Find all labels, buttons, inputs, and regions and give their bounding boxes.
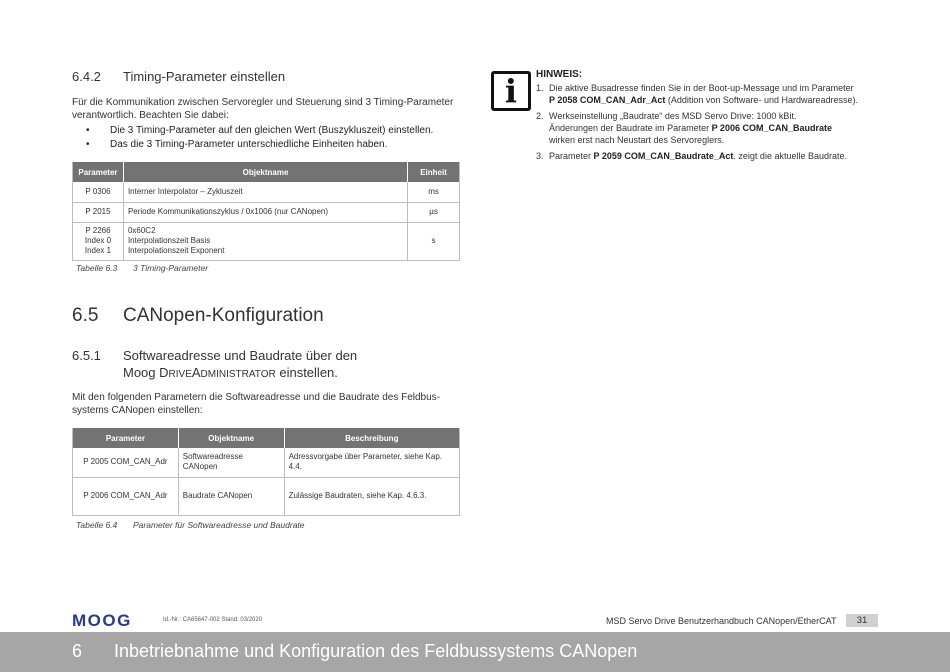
intro-paragraph-6-4-2: Für die Kommunikation zwischen Servoregler und Steuerung sind 3 Timing-Parameter verantwortlich. Beachten Sie dabei: — [72, 97, 454, 121]
section-title-line2 — [72, 364, 357, 383]
title-text: RIVE — [168, 369, 192, 380]
table-cell: µs — [408, 202, 460, 222]
hint-text: Die aktive Busadresse finden Sie in der Boot-up-Message und im Parameter — [549, 83, 854, 93]
caption-label: Tabelle 6.3 — [76, 263, 118, 273]
hint-text: Werkseinstellung „Baudrate“ des MSD Servo Drive: 1000 kBit. — [549, 111, 797, 121]
table-cell: Adressvorgabe über Parameter, siehe Kap. 4.4. — [284, 448, 459, 477]
table-header: Objektname — [123, 162, 407, 182]
chapter-number: 6 — [72, 641, 83, 661]
table-header: Beschreibung — [284, 428, 459, 448]
table-caption — [76, 520, 305, 530]
cell-line: Interpolationszeit Exponent — [127, 246, 225, 255]
bullet-item: • Die 3 Timing-Parameter auf den gleichen Wert (Buszykluszeit) einstellen. — [72, 124, 472, 138]
table-cell — [123, 222, 407, 260]
moog-logo: MOOG — [72, 611, 132, 630]
hint-text: wirken erst nach Neustart des Servoreglers. — [549, 135, 725, 145]
caption-text: 3 Timing-Parameter — [133, 263, 209, 273]
hint-text-part: (Addition von Software- und Hardwareadresse). — [665, 95, 858, 105]
table-cell — [73, 222, 124, 260]
bullet-list — [72, 124, 472, 152]
table-cell: P 2006 COM_CAN_Adr — [73, 477, 179, 515]
hint-item — [536, 82, 896, 106]
hint-number: 3. — [536, 151, 544, 161]
section-heading-6-5 — [72, 305, 324, 327]
manual-title: MSD Servo Drive Benutzerhandbuch CANopen/EtherCAT — [606, 616, 837, 626]
section-number: 6.5 — [72, 305, 99, 326]
table-header: Objektname — [178, 428, 284, 448]
title-text: Moog — [123, 365, 160, 380]
document-id: Id.-Nr.: CA65647-002 Stand: 03/2020 — [163, 617, 263, 623]
section-heading-6-5-1 — [72, 347, 357, 383]
title-text: DMINISTRATOR — [200, 369, 276, 380]
section-number: 6.4.2 — [72, 69, 101, 84]
table-cell: P 2015 — [73, 202, 124, 222]
table-header: Parameter — [73, 162, 124, 182]
caption-label: Tabelle 6.4 — [76, 520, 118, 530]
table-header: Einheit — [408, 162, 460, 182]
table-cell: s — [408, 222, 460, 260]
table-cell: ms — [408, 182, 460, 202]
table-cell: Zulässige Baudraten, siehe Kap. 4.6.3. — [284, 477, 459, 515]
hint-number: 1. — [536, 83, 544, 93]
title-text: D — [159, 365, 169, 380]
cell-line: P 2266 — [85, 226, 111, 235]
table-row — [73, 202, 460, 222]
section-title: Timing-Parameter einstellen — [123, 69, 286, 84]
cell-line: 0x60C2 — [127, 226, 156, 235]
table-row — [73, 448, 460, 477]
hint-text-part: Parameter — [549, 151, 594, 161]
info-icon: i — [491, 71, 531, 111]
hint-text — [549, 150, 896, 162]
section-heading-6-4-2 — [72, 69, 285, 84]
table-row — [73, 477, 460, 515]
hint-item — [536, 110, 896, 146]
timing-parameter-table — [72, 162, 460, 261]
table-cell: P 2005 COM_CAN_Adr — [73, 448, 179, 477]
section-number: 6.5.1 — [72, 348, 101, 363]
hint-item — [536, 150, 896, 162]
table-row — [73, 182, 460, 202]
page-number: 31 — [846, 614, 878, 627]
bullet-item: • Das die 3 Timing-Parameter unterschiedliche Einheiten haben. — [72, 138, 472, 152]
section-title: CANopen-Konfiguration — [123, 305, 324, 326]
table-cell: Baudrate CANopen — [178, 477, 284, 515]
title-text: A — [191, 365, 201, 380]
hint-number: 2. — [536, 111, 544, 121]
table-cell: Softwareadresse CANopen — [178, 448, 284, 477]
table-cell: Periode Kommunikationszyklus / 0x1006 (nur CANopen) — [123, 202, 407, 222]
hint-param: P 2058 COM_CAN_Adr_Act — [549, 95, 666, 105]
cell-line: Index 0 — [84, 236, 112, 245]
hint-text-part: . zeigt die aktuelle Baudrate. — [733, 151, 847, 161]
hint-param: P 2006 COM_CAN_Baudrate — [711, 123, 832, 133]
chapter-title: Inbetriebnahme und Konfiguration des Feldbussystems CANopen — [114, 641, 638, 661]
hint-title: HINWEIS: — [536, 69, 583, 80]
chapter-bar — [0, 632, 950, 672]
table-header: Parameter — [73, 428, 179, 448]
hint-param: P 2059 COM_CAN_Baudrate_Act — [593, 151, 734, 161]
address-baudrate-table — [72, 428, 460, 516]
cell-line: Index 1 — [84, 246, 112, 255]
hint-text-part: Änderungen der Baudrate im Parameter — [549, 123, 712, 133]
section-title-line1: Softwareadresse und Baudrate über den — [123, 348, 358, 363]
cell-line: Interpolationszeit Basis — [127, 236, 211, 245]
intro-paragraph-6-5-1: Mit den folgenden Parametern die Softwareadresse und die Baudrate des Feldbus-systems CANopen einstellen: — [72, 392, 441, 416]
hint-text — [549, 122, 896, 134]
hint-text — [549, 94, 896, 106]
table-caption — [76, 263, 208, 273]
hint-list — [536, 82, 896, 166]
title-text: einstellen. — [275, 365, 338, 380]
table-row — [73, 222, 460, 260]
table-cell: P 0306 — [73, 182, 124, 202]
caption-text: Parameter für Softwareadresse und Baudrate — [133, 520, 305, 530]
table-cell: Interner Interpolator – Zykluszeit — [123, 182, 407, 202]
